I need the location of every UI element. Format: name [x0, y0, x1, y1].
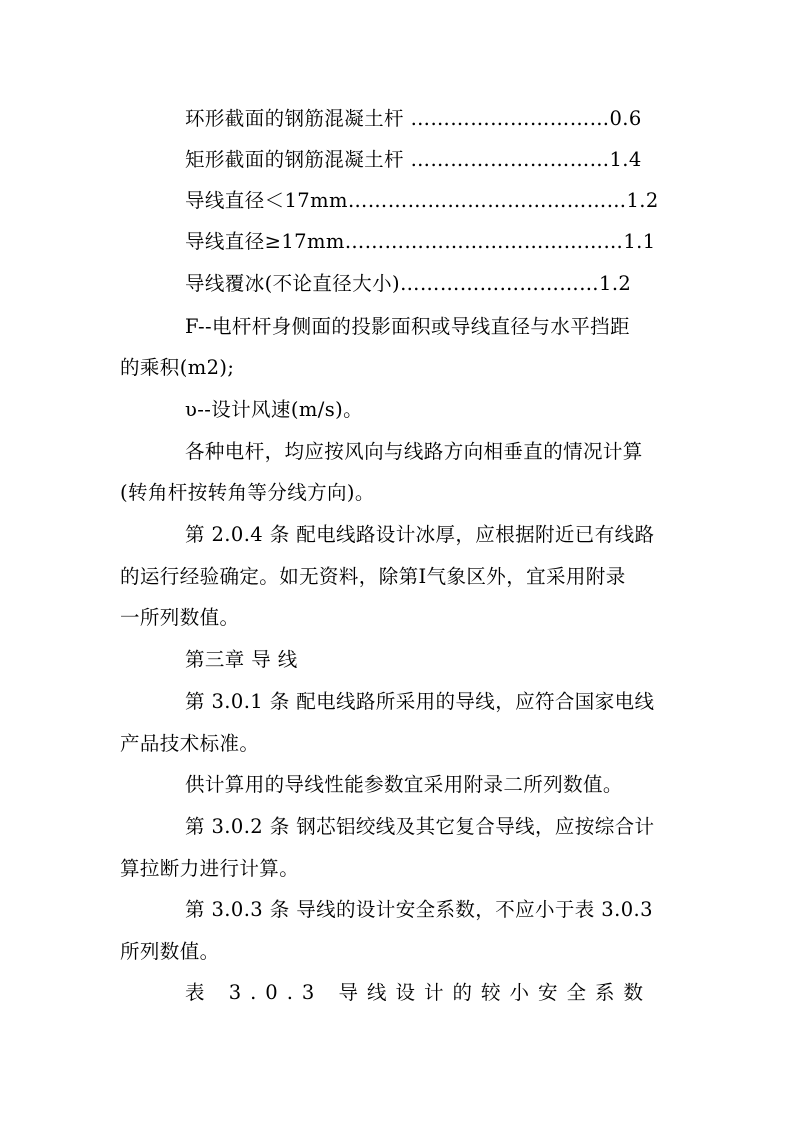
chapter-3-heading: 第三章 导 线	[185, 648, 298, 671]
article-3-0-3-line2: 所列数值。	[120, 940, 220, 963]
coefficient-wire-diameter-large: 导线直径≥17mm……………………………………1.1	[185, 230, 656, 253]
table-3-0-3-title: 表 3.0.3 导线设计的较小安全系数	[185, 981, 653, 1004]
article-3-0-1-line2: 产品技术标准。	[120, 732, 260, 755]
article-2-0-4-line2: 的运行经验确定。如无资料，除第Ⅰ气象区外，宜采用附录	[120, 565, 626, 588]
coefficient-wire-diameter-small: 导线直径＜17mm……………………………………1.2	[185, 189, 659, 212]
paragraph-appendix-2: 供计算用的导线性能参数宜采用附录二所列数值。	[185, 773, 623, 796]
coefficient-rect-section-pole: 矩形截面的钢筋混凝土杆 …………………………1.4	[185, 148, 642, 171]
paragraph-wind-direction-line1: 各种电杆，均应按风向与线路方向相垂直的情况计算	[185, 440, 643, 463]
article-3-0-3-line1: 第 3.0.3 条 导线的设计安全系数，不应小于表 3.0.3	[185, 898, 653, 921]
article-2-0-4-line3: 一所列数值。	[120, 606, 240, 629]
article-3-0-1-line1: 第 3.0.1 条 配电线路所采用的导线，应符合国家电线	[185, 690, 655, 713]
article-3-0-2-line2: 算拉断力进行计算。	[120, 857, 300, 880]
article-2-0-4-line1: 第 2.0.4 条 配电线路设计冰厚，应根据附近已有线路	[185, 523, 655, 546]
coefficient-ring-section-pole: 环形截面的钢筋混凝土杆 …………………………0.6	[185, 107, 642, 130]
article-3-0-2-line1: 第 3.0.2 条 钢芯铝绞线及其它复合导线，应按综合计	[185, 815, 655, 838]
definition-f-line1: F--电杆杆身侧面的投影面积或导线直径与水平挡距	[185, 315, 630, 338]
coefficient-wire-icing: 导线覆冰(不论直径大小)…………………………1.2	[185, 272, 632, 295]
paragraph-wind-direction-line2: (转角杆按转角等分线方向)。	[120, 481, 375, 504]
definition-f-line2: 的乘积(m2);	[120, 356, 235, 379]
definition-wind-speed: υ--设计风速(m/s)。	[185, 398, 364, 421]
